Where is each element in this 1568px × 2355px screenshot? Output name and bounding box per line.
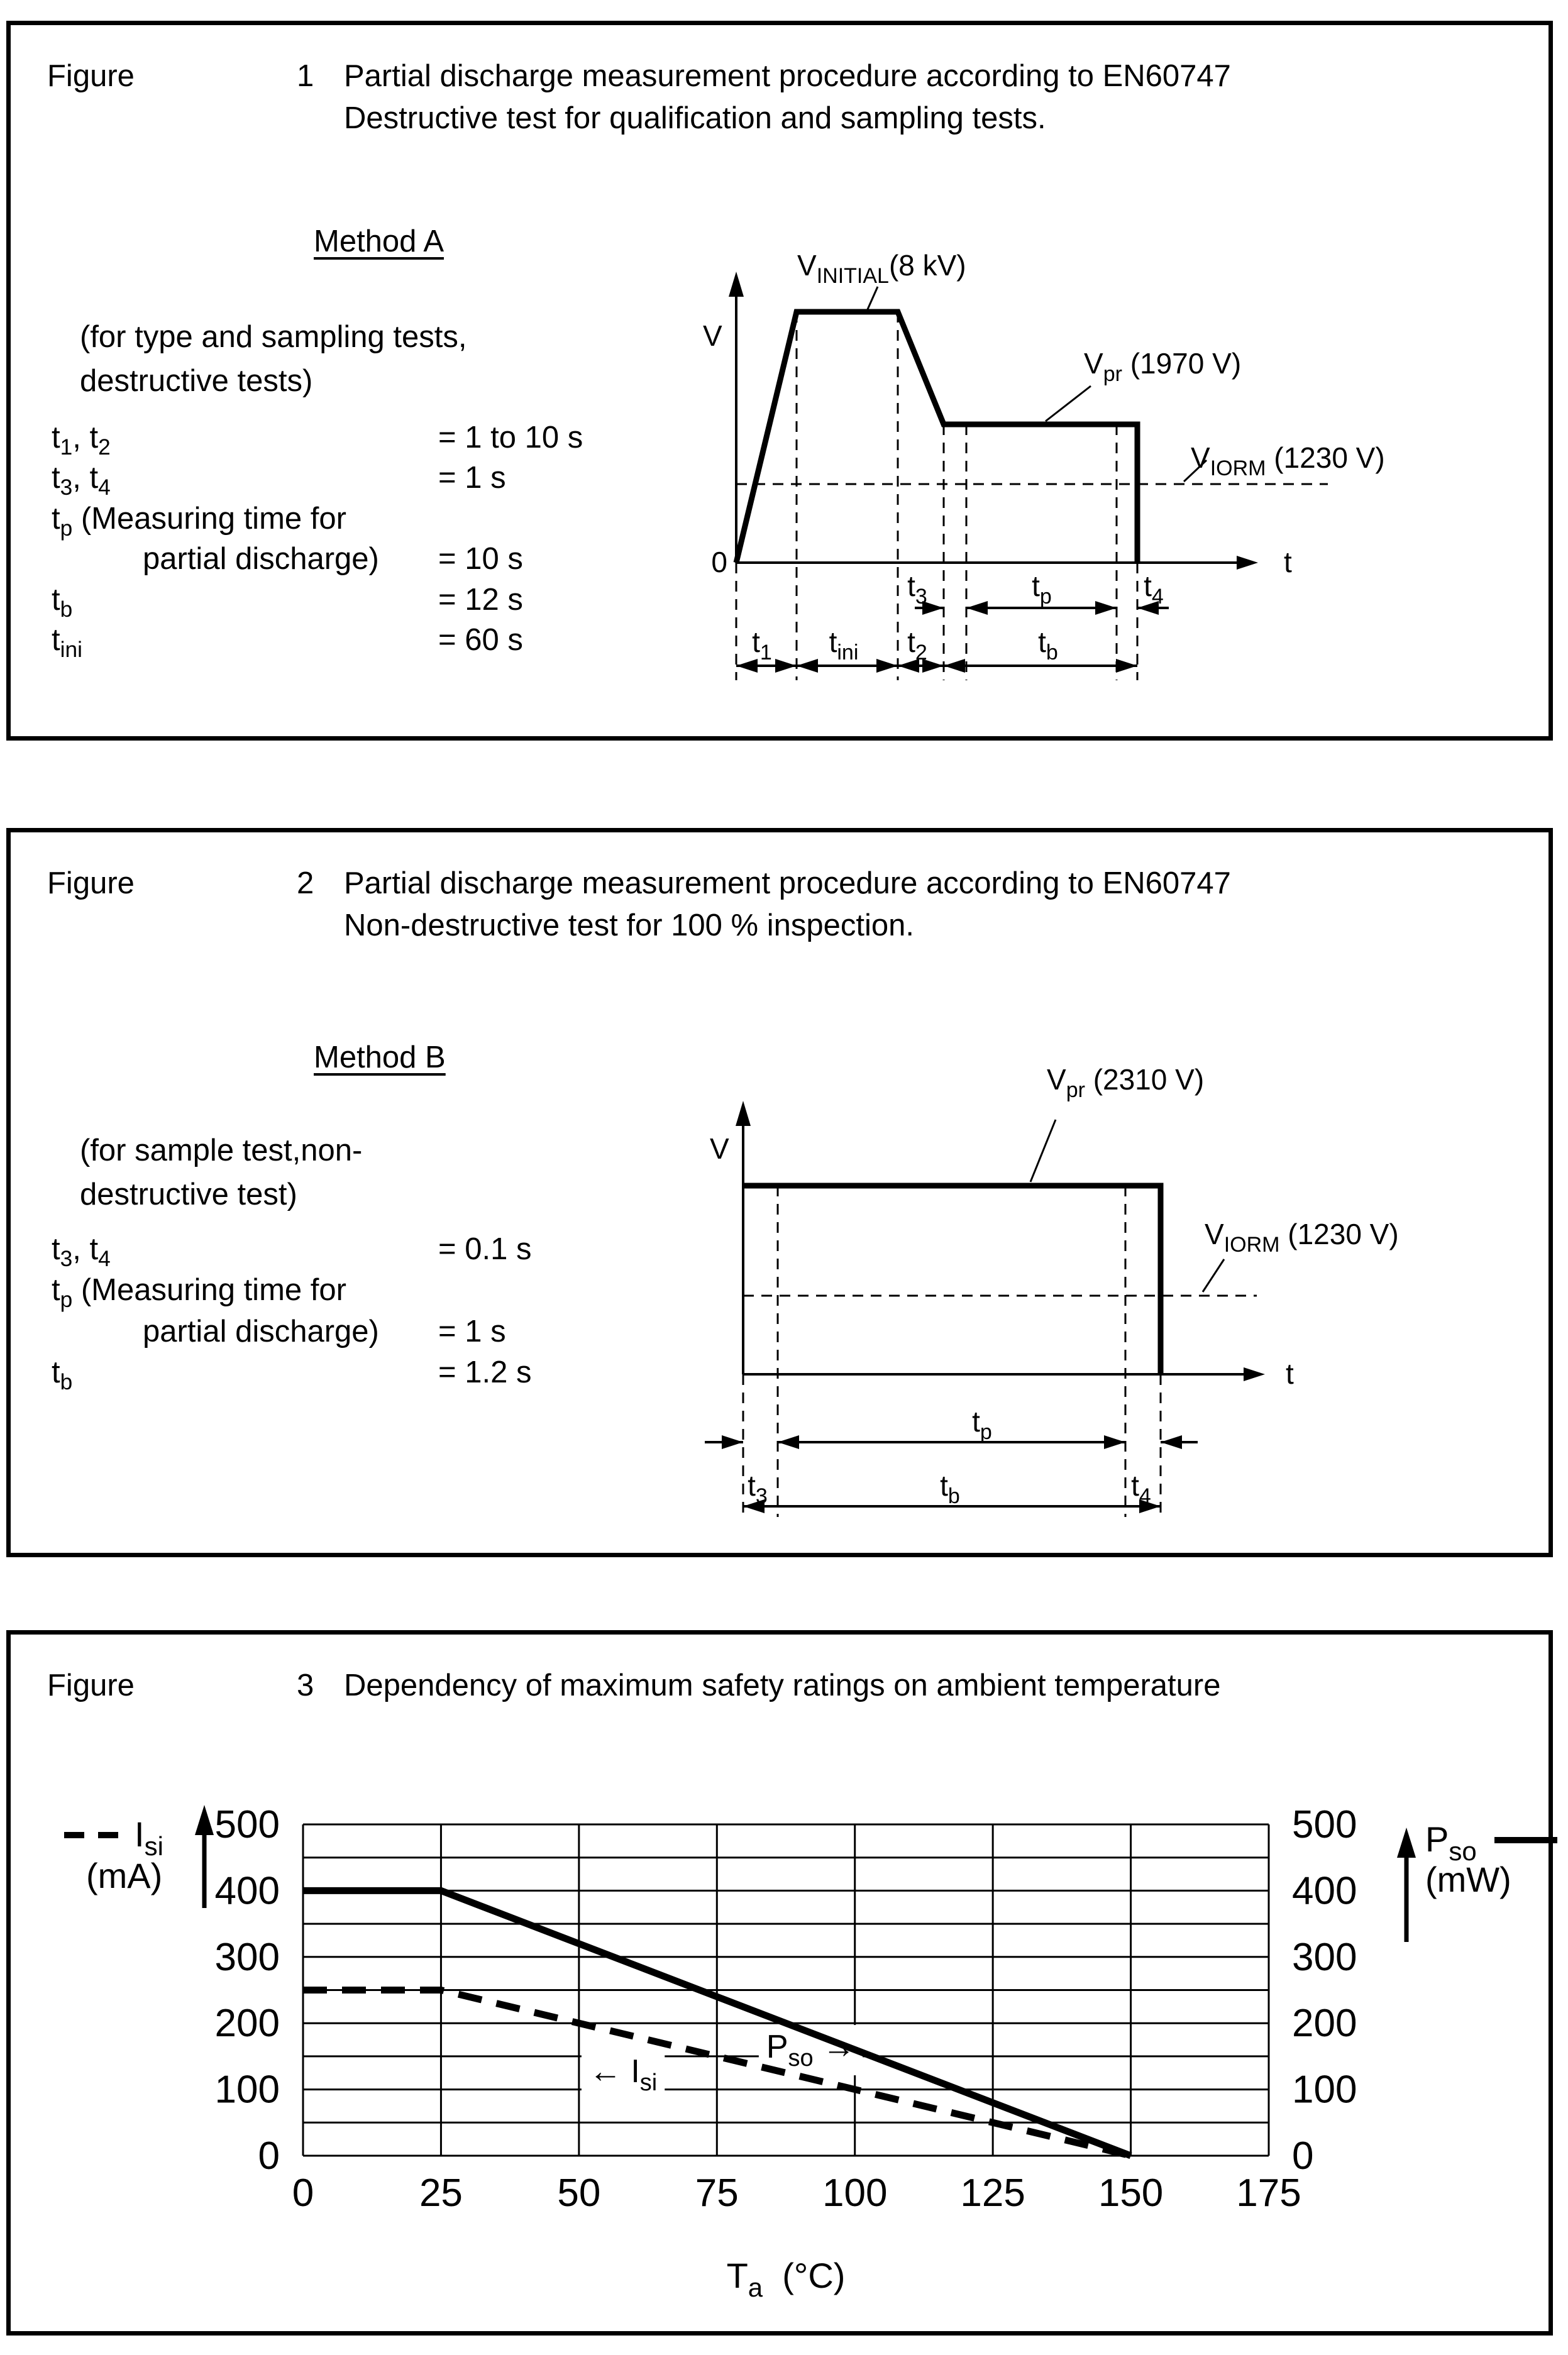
figure3-title: Dependency of maximum safety ratings on ambient temperature	[344, 1668, 1221, 1702]
figure1-title-line2: Destructive test for qualification and sampling tests.	[344, 101, 1046, 135]
param-row	[52, 541, 743, 576]
t1-interval-label: $t_1$	[752, 626, 772, 665]
param-row	[52, 1355, 743, 1395]
figure2-title	[344, 863, 1231, 947]
figure2-panel	[6, 828, 1553, 1557]
x-axis-title: $T_a$ (°C)	[726, 2256, 846, 2302]
param-label: $t_b$	[52, 583, 73, 622]
t4-interval-label: $t_4$	[1131, 1469, 1151, 1508]
figure2-scope-line2: destructive test)	[80, 1178, 297, 1211]
param-label: $t_p$ (Measuring time for	[52, 1273, 346, 1312]
svg-text:100: 100	[214, 2068, 280, 2112]
svg-text:25: 25	[419, 2171, 463, 2215]
svg-text:300: 300	[214, 1935, 280, 1979]
svg-text:100: 100	[1292, 2068, 1357, 2112]
v-pr-label: $V_{pr}$ (1970 V)	[1084, 347, 1242, 386]
param-value: = 1 s	[438, 461, 506, 495]
t4-interval-label: $t_4$	[1144, 570, 1164, 609]
param-row	[52, 460, 743, 500]
figure3-label: Figure	[47, 1668, 135, 1702]
figure1-scope-line1: (for type and sampling tests,	[80, 320, 467, 354]
figure3-chart	[23, 1796, 1551, 2318]
svg-text:500: 500	[1292, 1803, 1357, 1846]
pso-legend-label: $P_{so}$	[1425, 1819, 1477, 1866]
figure1-title-line1: Partial discharge measurement procedure according to EN60747	[344, 59, 1231, 93]
svg-text:200: 200	[1292, 2002, 1357, 2046]
figure3-number: 3	[297, 1668, 314, 1702]
param-row	[52, 420, 743, 460]
isi-legend-unit: (mA)	[86, 1856, 163, 1895]
figure2-label: Figure	[47, 866, 135, 900]
isi-legend-label: $I_{si}$	[135, 1814, 163, 1861]
param-value: = 1.2 s	[438, 1355, 532, 1389]
svg-text:125: 125	[960, 2171, 1025, 2215]
svg-text:100: 100	[822, 2171, 888, 2215]
svg-text:500: 500	[214, 1803, 280, 1846]
param-value: = 12 s	[438, 583, 523, 617]
left-axis-arrowhead-icon	[195, 1805, 214, 1835]
param-label: $t_3$, $t_4$	[52, 461, 111, 500]
figure1-panel	[6, 21, 1553, 741]
tb-interval-label: $t_b$	[1038, 626, 1058, 665]
figure1-waveform-diagram	[665, 246, 1419, 712]
svg-text:75: 75	[695, 2171, 739, 2215]
figure2-scope-line1: (for sample test,non-	[80, 1133, 363, 1167]
pso-legend-unit: (mW)	[1425, 1860, 1511, 1899]
v-axis-label: V	[703, 319, 722, 352]
chart-tick-labels	[215, 1803, 1357, 2215]
chart-annotations	[589, 2029, 855, 2096]
t-axis-label: t	[1286, 1357, 1294, 1390]
t2-interval-label: $t_2$	[907, 626, 927, 665]
v-pr-label: $V_{pr}$ (2310 V)	[1047, 1063, 1205, 1102]
param-label: partial discharge)	[143, 542, 379, 576]
param-value: = 10 s	[438, 542, 523, 576]
fig2-geometry	[705, 1101, 1265, 1517]
figure3-panel	[6, 1630, 1553, 2336]
figure1-scope-line2: destructive tests)	[80, 364, 313, 398]
svg-text:175: 175	[1236, 2171, 1301, 2215]
svg-text:← Isi: ← $I_{si}$	[588, 2053, 658, 2097]
figure2-title-line1: Partial discharge measurement procedure according to EN60747	[344, 866, 1231, 900]
param-label: $t_1$, $t_2$	[52, 421, 111, 460]
v-initial-label: $V_{INITIAL}(8$ kV)	[797, 249, 966, 288]
tb-interval-label: $t_b$	[940, 1469, 960, 1508]
tini-interval-label: $t_{ini}$	[829, 626, 859, 665]
t-axis-label: t	[1284, 546, 1292, 578]
param-label: $t_{ini}$	[52, 623, 82, 662]
svg-text:Pso →: $P_{so}$ →	[766, 2029, 856, 2072]
svg-text:50: 50	[557, 2171, 601, 2215]
figure1-title	[344, 55, 1231, 140]
tp-interval-label: $t_p$	[1032, 570, 1052, 609]
svg-text:0: 0	[258, 2134, 280, 2178]
figure1-number: 1	[297, 59, 314, 93]
svg-text:300: 300	[1292, 1935, 1357, 1979]
svg-text:400: 400	[214, 1869, 280, 1913]
figure2-title-line2: Non-destructive test for 100 % inspection.	[344, 908, 914, 942]
param-row	[52, 501, 743, 541]
param-label: $t_b$	[52, 1355, 73, 1394]
param-row	[52, 582, 743, 622]
param-label: $t_p$ (Measuring time for	[52, 502, 346, 541]
svg-text:400: 400	[1292, 1869, 1357, 1913]
v-iorm-label: $V_{IORM}$ (1230 V)	[1191, 441, 1385, 480]
param-value: = 1 s	[438, 1315, 506, 1348]
v-axis-label: V	[710, 1132, 729, 1165]
legend-isi	[64, 1805, 214, 1908]
svg-text:0: 0	[292, 2171, 314, 2215]
param-value: = 1 to 10 s	[438, 421, 583, 455]
param-label: partial discharge)	[143, 1315, 379, 1348]
figure2-number: 2	[297, 866, 314, 900]
svg-text:0: 0	[1292, 2134, 1314, 2178]
svg-text:200: 200	[214, 2002, 280, 2046]
figure2-waveform-diagram	[696, 1035, 1432, 1532]
param-label: $t_3$, $t_4$	[52, 1232, 111, 1271]
figure1-method-label: Method A	[314, 224, 444, 258]
origin-label: 0	[711, 546, 727, 578]
param-row	[52, 622, 743, 663]
param-row	[52, 1314, 743, 1349]
right-axis-arrowhead-icon	[1397, 1828, 1416, 1858]
param-value: = 0.1 s	[438, 1232, 532, 1266]
tp-interval-label: $t_p$	[972, 1405, 992, 1444]
t3-interval-label: $t_3$	[748, 1469, 768, 1508]
param-value: = 60 s	[438, 623, 523, 657]
svg-text:150: 150	[1098, 2171, 1164, 2215]
figure2-method-label: Method B	[314, 1040, 446, 1074]
legend-pso	[1397, 1819, 1557, 1942]
v-iorm-label: $V_{IORM}$ (1230 V)	[1205, 1218, 1399, 1257]
param-row	[52, 1232, 743, 1272]
param-row	[52, 1272, 743, 1313]
chart-gridlines	[303, 1824, 1269, 2156]
t3-interval-label: $t_3$	[907, 570, 927, 609]
figure1-label: Figure	[47, 59, 135, 93]
